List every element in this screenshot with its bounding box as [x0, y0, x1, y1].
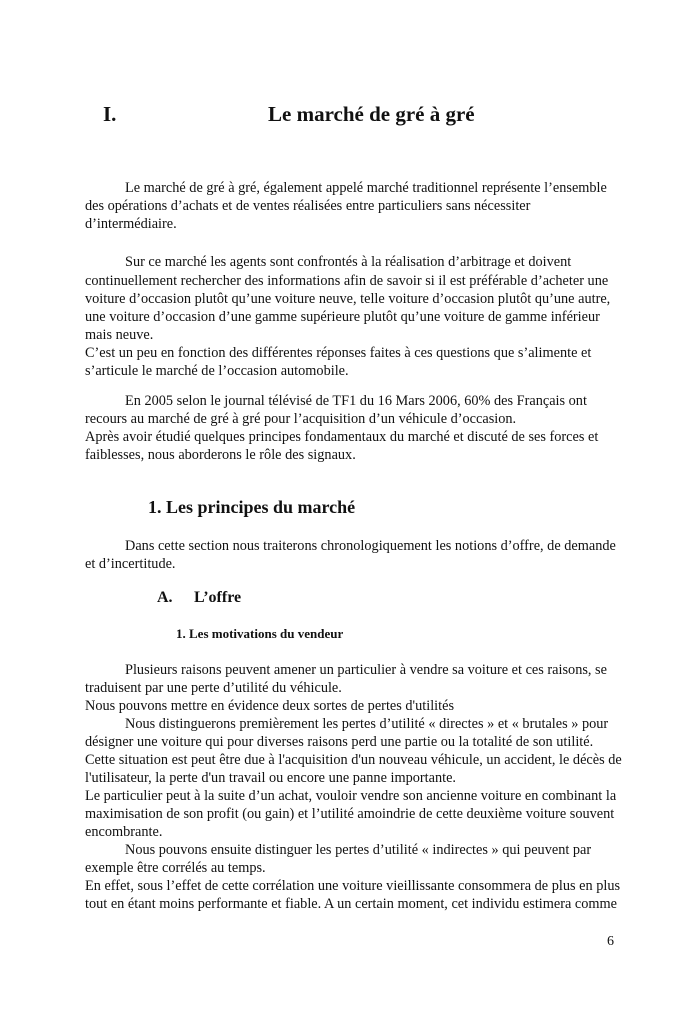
paragraph-line: recours au marché de gré à gré pour l’acquisition d’un véhicule d’occasion. — [85, 411, 517, 427]
paragraph-line: faiblesses, nous aborderons le rôle des signaux. — [85, 447, 356, 463]
paragraph-line: Nous pouvons ensuite distinguer les pertes d’utilité « indirectes » qui peuvent par — [125, 842, 592, 858]
paragraph-line: traduisent par une perte d’utilité du véhicule. — [85, 680, 342, 696]
page-number: 6 — [607, 934, 614, 949]
page-title: Le marché de gré à gré — [268, 102, 475, 126]
paragraph-line: maximisation de son profit (ou gain) et l’utilité amoindrie de cette deuxième voiture souvent — [85, 806, 615, 822]
paragraph-line: des opérations d’achats et de ventes réalisées entre particuliers sans nécessiter — [85, 198, 531, 214]
paragraph-line: mais neuve. — [85, 327, 154, 343]
paragraph-line: Dans cette section nous traiterons chronologiquement les notions d’offre, de demande — [125, 538, 616, 554]
section-heading: 1. Les principes du marché — [148, 497, 356, 517]
paragraph-line: Cette situation est peut être due à l'acquisition d'un nouveau véhicule, un accident, le décès de — [85, 752, 622, 768]
paragraph-line: une voiture d’occasion d’une gamme supérieure plutôt qu’une voiture de gamme inférieur — [85, 309, 600, 325]
paragraph-line: d’intermédiaire. — [85, 216, 177, 232]
paragraph-line: tout en étant moins performante et fiable. A un certain moment, cet individu estimera comme — [85, 896, 618, 912]
paragraph-line: l'utilisateur, la perte d'un travail ou encore une panne importante. — [85, 770, 456, 786]
paragraph-line: En effet, sous l’effet de cette corrélation une voiture vieillissante consommera de plus en plus — [85, 878, 621, 894]
subsection-heading: L’offre — [194, 589, 242, 606]
paragraph-line: exemple être corrélés au temps. — [85, 860, 266, 876]
paragraph-line: Le particulier peut à la suite d’un achat, vouloir vendre son ancienne voiture en combinant la — [85, 788, 617, 804]
paragraph-line: Le marché de gré à gré, également appelé marché traditionnel représente l’ensemble — [125, 180, 607, 196]
paragraph-line: et d’incertitude. — [85, 556, 176, 572]
paragraph-line: continuellement rechercher des informations afin de savoir si il est préférable d’acheter une — [85, 273, 609, 289]
paragraph-line: Après avoir étudié quelques principes fondamentaux du marché et discuté de ses forces et — [85, 429, 599, 445]
subsubsection-heading: 1. Les motivations du vendeur — [176, 626, 344, 641]
paragraph-line: voiture d’occasion plutôt qu’une voiture neuve, telle voiture d’occasion plutôt qu’une autre, — [85, 291, 611, 307]
heading-number: I. — [103, 102, 117, 126]
paragraph-line: En 2005 selon le journal télévisé de TF1 du 16 Mars 2006, 60% des Français ont — [125, 393, 587, 409]
paragraph-line: désigner une voiture qui pour diverses raisons perd une partie ou la totalité de son utilité. — [85, 734, 594, 750]
paragraph-line: encombrante. — [85, 824, 163, 840]
paragraph-line: Plusieurs raisons peuvent amener un particulier à vendre sa voiture et ces raisons, se — [125, 662, 607, 678]
paragraph-line: Nous pouvons mettre en évidence deux sortes de pertes d'utilités — [85, 698, 455, 714]
paragraph-line: Sur ce marché les agents sont confrontés à la réalisation d’arbitrage et doivent — [125, 254, 572, 270]
paragraph-line: s’articule le marché de l’occasion automobile. — [85, 363, 349, 379]
paragraph-line: C’est un peu en fonction des différentes réponses faites à ces questions que s’alimente et — [85, 345, 592, 361]
subsection-letter: A. — [157, 589, 173, 606]
paragraph-line: Nous distinguerons premièrement les pertes d’utilité « directes » et « brutales » pour — [125, 716, 609, 732]
